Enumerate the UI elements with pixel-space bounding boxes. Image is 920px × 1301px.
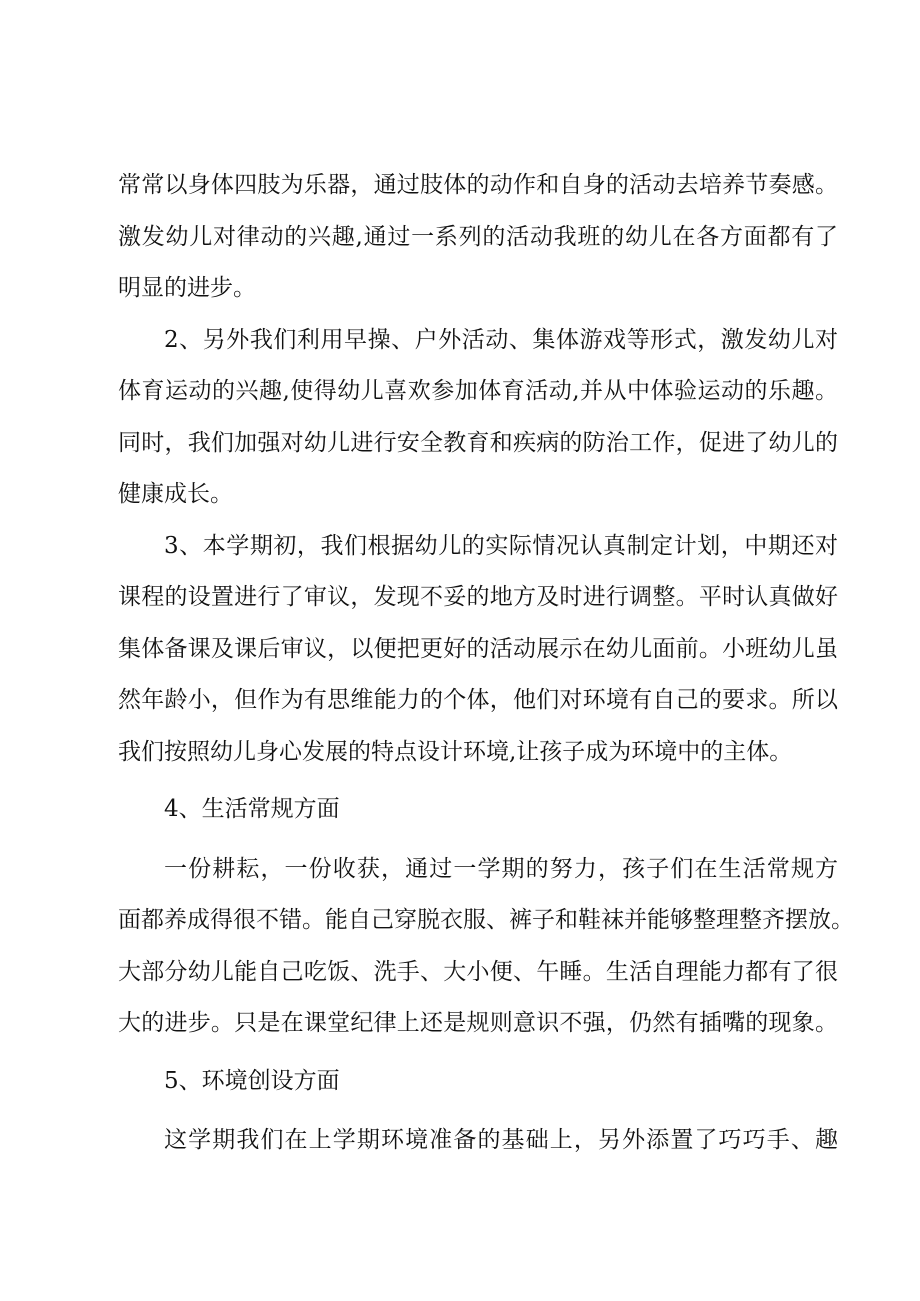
- text-line: 大的进步。只是在课堂纪律上还是规则意识不强，仍然有插嘴的现象。: [118, 1010, 838, 1036]
- text-line: 然年龄小，但作为有思维能力的个体，他们对环境有自己的要求。所以: [118, 687, 838, 713]
- text-line: 健康成长。: [118, 481, 233, 507]
- text-line: 大部分幼儿能自己吃饭、洗手、大小便、午睡。生活自理能力都有了很: [118, 958, 838, 985]
- text-line: 2、另外我们利用早操、户外活动、集体游戏等形式，激发幼儿对: [164, 326, 838, 353]
- section-heading: 4、生活常规方面: [164, 796, 340, 822]
- body-text: [118, 160, 854, 1167]
- text-line: 一份耕耘，一份收获，通过一学期的努力，孩子们在生活常规方: [164, 855, 838, 882]
- text-line: 3、本学期初，我们根据幼儿的实际情况认真制定计划，中期还对: [164, 532, 838, 559]
- text-line: 常常以身体四肢为乐器，通过肢体的动作和自身的活动去培养节奏感。: [118, 172, 838, 198]
- text-line: 我们按照幼儿身心发展的特点设计环境,让孩子成为环境中的主体。: [118, 738, 793, 765]
- text-line: 激发幼儿对律动的兴趣,通过一系列的活动我班的幼儿在各方面都有了: [118, 223, 838, 250]
- text-line: 面都养成得很不错。能自己穿脱衣服、裤子和鞋袜并能够整理整齐摆放。: [118, 907, 854, 933]
- text-line: 这学期我们在上学期环境准备的基础上，另外添置了巧巧手、趣: [164, 1127, 838, 1153]
- text-line: 明显的进步。: [118, 275, 256, 301]
- text-line: 同时，我们加强对幼儿进行安全教育和疾病的防治工作，促进了幼儿的: [118, 429, 838, 456]
- text-line: 课程的设置进行了审议，发现不妥的地方及时进行调整。平时认真做好: [118, 584, 838, 610]
- text-line: 体育运动的兴趣,使得幼儿喜欢参加体育活动,并从中体验运动的乐趣。: [118, 378, 838, 404]
- section-heading: 5、环境创设方面: [164, 1067, 340, 1094]
- text-line: 集体备课及课后审议，以便把更好的活动展示在幼儿面前。小班幼儿虽: [118, 635, 838, 662]
